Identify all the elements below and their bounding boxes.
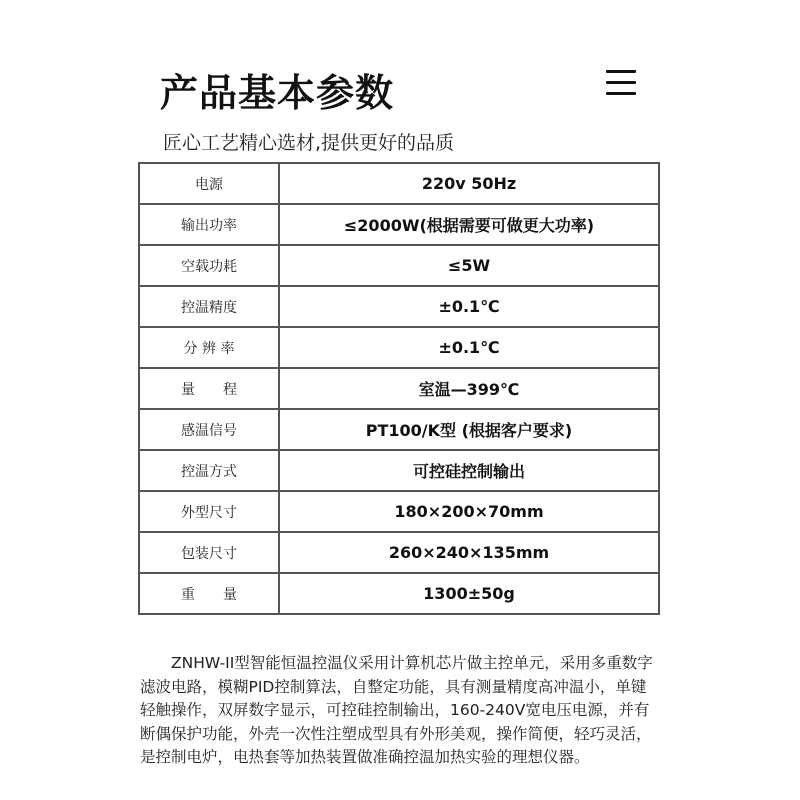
spec-value: 室温—399℃ [279,368,659,409]
table-row [139,409,659,450]
spec-label: 空载功耗 [139,245,279,286]
spec-value: ±0.1℃ [279,327,659,368]
spec-value: 260×240×135mm [279,532,659,573]
table-row [139,204,659,245]
spec-value: ≤2000W(根据需要可做更大功率) [279,204,659,245]
table-row [139,532,659,573]
spec-label: 分 辨 率 [139,327,279,368]
table-row [139,327,659,368]
spec-label: 感温信号 [139,409,279,450]
page-title: 产品基本参数 [160,71,395,115]
spec-label: 包装尺寸 [139,532,279,573]
spec-value: 180×200×70mm [279,491,659,532]
spec-label: 量 程 [139,368,279,409]
table-row [139,450,659,491]
table-row [139,286,659,327]
table-row [139,573,659,614]
spec-label: 输出功率 [139,204,279,245]
page-subtitle: 匠心工艺精心选材,提供更好的品质 [163,132,455,154]
spec-label: 控温方式 [139,450,279,491]
spec-table [138,162,660,615]
spec-value: 可控硅控制输出 [279,450,659,491]
product-description: ZNHW-II型智能恒温控温仪采用计算机芯片做主控单元，采用多重数字滤波电路，模糊PID控制算法，自整定功能，具有测量精度高冲温小，单键轻触操作，双屏数字显示，可控硅控制输出，160-240V宽电压电源，并有断偶保护功能，外壳一次性注塑成型具有外形美观，操作简便，轻巧灵活，是控制电炉，电热套等加热装置做准确控温加热实验的理想仪器。 [140,654,653,766]
spec-value: ±0.1℃ [279,286,659,327]
hamburger-menu-icon[interactable] [606,70,636,96]
spec-value: 1300±50g [279,573,659,614]
spec-label: 电源 [139,163,279,204]
table-row [139,163,659,204]
table-row [139,245,659,286]
spec-value: PT100/K型 (根据客户要求) [279,409,659,450]
table-row [139,491,659,532]
table-row [139,368,659,409]
spec-value: 220v 50Hz [279,163,659,204]
spec-label: 重 量 [139,573,279,614]
spec-label: 控温精度 [139,286,279,327]
spec-label: 外型尺寸 [139,491,279,532]
spec-value: ≤5W [279,245,659,286]
